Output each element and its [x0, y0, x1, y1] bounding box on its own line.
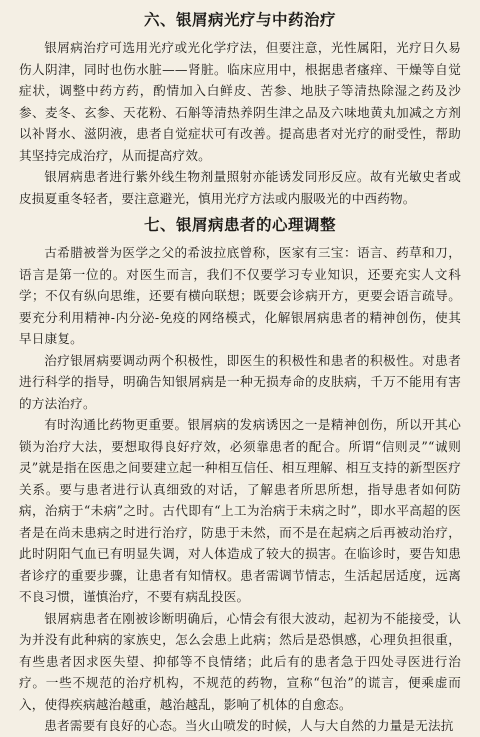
section-heading-7: 七、银屑病患者的心理调整: [143, 216, 336, 234]
section7-paragraph: 患者需要有良好的心态。当火山喷发的时候，人与大自然的力量是无法抗: [44, 718, 454, 733]
section7-paragraph: 有时沟通比药物更重要。银屑病的发病诱因之一是精神创伤，所以开其心锁为治疗大法，要想取得良好疗效，必须靠患者的配合。所谓“信则灵”“诚则灵”就是指在医患之间要建立起一种相互信任、相互理解、相互支持的新型医疗关系。要与患者进行认真细致的对话，了解患者所思所想，指导患者如何防病，治病于“未病”之时。古代即有“上工为治病于未病之时”，即水平高超的医者是在尚未患病之时进行治疗，防患于未然，而不是在起病之后再被动治疗，此时阴阳气血已有明显失调，对人体造成了较大的损害。在临诊时，要告知患者诊疗的重要步骤，让患者有知情权。患者需调节情志，生活起居适度，远离不良习惯，谨慎治疗，不要有病乱投医。: [19, 417, 461, 604]
section6-paragraph: 银屑病治疗可选用光疗或光化学疗法，但要注意，光性属阳，光疗日久易伤人阴津，同时也伤水脏——肾脏。临床应用中，根据患者瘙痒、干燥等自觉症状，调整中药方药，酌情加入白鲜皮、苦参、地肤子等清热除湿之药及沙参、麦冬、玄参、天花粉、石斛等清热养阴生津之品及六味地黄丸加减之方剂以补肾水、滋阴液，患者自觉症状可有改善。提高患者对光疗的耐受性，帮助其坚持完成治疗，从而提高疗效。: [19, 40, 461, 163]
section7-paragraph: 银屑病患者在刚被诊断明确后，心情会有很大波动，起初为不能接受，认为并没有此种病的家族史，怎么会患上此病；然后是恐惧感，心理负担很重，有些患者因求医失望、抑郁等不良情绪；此后有的患者急于四处寻医进行治疗。一些不规范的治疗机构，不规范的药物，宣称“包治”的谎言，便乘虚而入，使得疾病越治越重，越治越乱，影响了机体的自愈态。: [19, 610, 461, 712]
section7-paragraph: 古希腊被誉为医学之父的希波拉底曾称，医家有三宝：语言、药草和刀，语言是第一位的。对医生而言，我们不仅要学习专业知识，还要充实人文科学；不仅有纵向思维，还要有横向联想；既要会诊病开方，更要会语言疏导。要充分利用精神-内分泌-免疫的网络模式，化解银屑病患者的精神创伤，使其早日康复。: [19, 245, 461, 346]
section-heading-6: 六、银屑病光疗与中药治疗: [143, 11, 336, 29]
section7-paragraph: 治疗银屑病要调动两个积极性，即医生的积极性和患者的积极性。对患者进行科学的指导，明确告知银屑病是一种无损寿命的皮肤病，千万不能用有害的方法治疗。: [19, 352, 461, 411]
section6-paragraph: 银屑病患者进行紫外线生物剂量照射亦能诱发同形反应。故有光敏史者或皮损夏重冬轻者，要注意避光，慎用光疗方法或内服吸光的中西药物。: [19, 169, 461, 206]
